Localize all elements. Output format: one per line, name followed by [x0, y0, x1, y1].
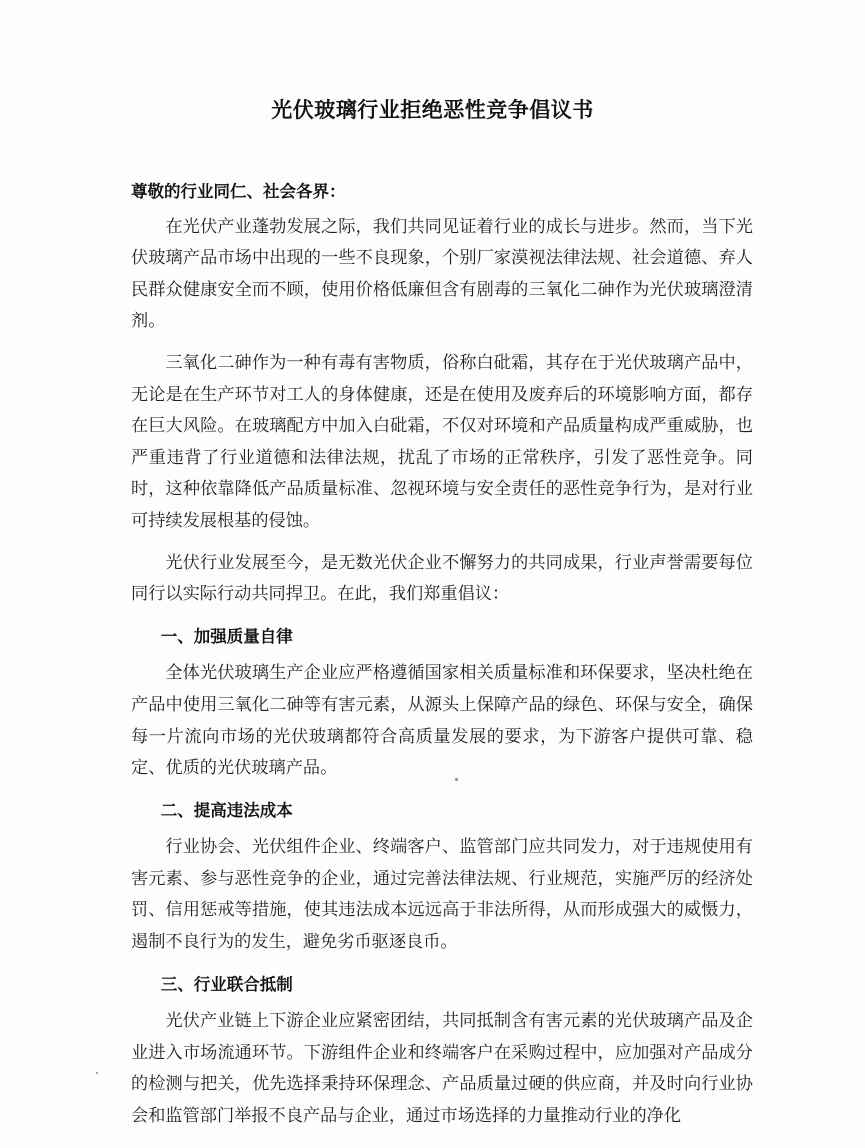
section-text-penalty: 行业协会、光伏组件企业、终端客户、监管部门应共同发力，对于违规使用有害元素、参与恶性竞争的企业，通过完善法律法规、行业规范，实施严厉的经济处罚、信用惩戒等措施，使其违法成本远远高于非法所得，从而形成强大的威慑力，遏制不良行为的发生，避免劣币驱逐良币。: [131, 837, 753, 953]
salutation: 尊敬的行业同仁、社会各界：: [131, 182, 346, 201]
section-text-quality: 全体光伏玻璃生产企业应严格遵循国家相关质量标准和环保要求，坚决杜绝在产品中使用三氧化二砷等有害元素，从源头上保障产品的绿色、环保与安全，确保每一片流向市场的光伏玻璃都符合高质量发展的要求，为下游客户提供可靠、稳定、优质的光伏玻璃产品。: [131, 663, 753, 779]
document-body: [131, 176, 753, 1143]
section-heading-quality: 一、加强质量自律: [160, 626, 293, 646]
section-heading-boycott: 三、行业联合抵制: [160, 974, 293, 994]
paragraph-appeal: 光伏行业发展至今，是无数光伏企业不懈努力的共同成果，行业声誉需要每位同行以实际行动共同捍卫。在此，我们郑重倡议：: [131, 552, 753, 605]
scan-speck: [96, 1072, 98, 1074]
section-heading-penalty: 二、提高违法成本: [160, 800, 293, 820]
scan-speck: [455, 778, 458, 781]
section-text-boycott: 光伏产业链上下游企业应紧密团结，共同抵制含有害元素的光伏玻璃产品及企业进入市场流通环节。下游组件企业和终端客户在采购过程中，应加强对产品成分的检测与把关，优先选择秉持环保理念、产品质量过硬的供应商，并及时向行业协会和监管部门举报不良产品与企业，通过市场选择的力量推动行业的净化: [131, 1011, 753, 1127]
paragraph-intro: 在光伏产业蓬勃发展之际，我们共同见证着行业的成长与进步。然而，当下光伏玻璃产品市场中出现的一些不良现象，个别厂家漠视法律法规、社会道德、弃人民群众健康安全而不顾，使用价格低廉但含有剧毒的三氧化二砷作为光伏玻璃澄清剂。: [131, 216, 753, 332]
paragraph-arsenic-risk: 三氧化二砷作为一种有毒有害物质，俗称白砒霜，其存在于光伏玻璃产品中，无论是在生产环节对工人的身体健康，还是在使用及废弃后的环境影响方面，都存在巨大风险。在玻璃配方中加入白砒霜，不仅对环境和产品质量构成严重威胁，也严重违背了行业道德和法律法规，扰乱了市场的正常秩序，引发了恶性竞争。同时，这种依靠降低产品质量标准、忽视环境与安全责任的恶性竞争行为，是对行业可持续发展根基的侵蚀。: [131, 352, 753, 531]
document-title: 光伏玻璃行业拒绝恶性竞争倡议书: [271, 97, 594, 122]
